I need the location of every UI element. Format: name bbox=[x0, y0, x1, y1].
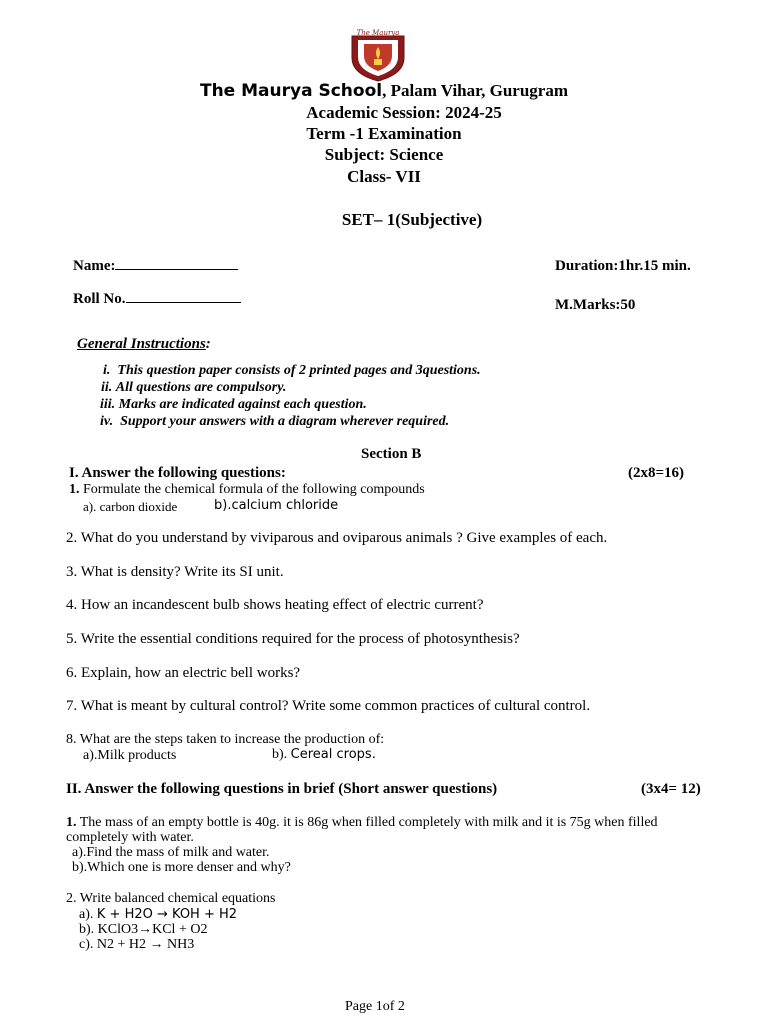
question-4: 4. How an incandescent bulb shows heating effect of electric current? bbox=[66, 597, 484, 613]
instruction-item: iii. Marks are indicated against each question. bbox=[100, 397, 367, 412]
short-question-2-option-b: b). KClO3→KCl + O2 bbox=[79, 922, 208, 937]
question-1-option-a: a). carbon dioxide bbox=[83, 499, 178, 514]
question-5: 5. Write the essential conditions required for the process of photosynthesis? bbox=[66, 631, 520, 647]
question-8-option-a: a).Milk products bbox=[83, 748, 177, 763]
name-label: Name: bbox=[73, 258, 116, 274]
logo-text-top: The Maurya bbox=[356, 29, 400, 37]
part1-heading: I. Answer the following questions: bbox=[69, 465, 286, 481]
short-question-1: 1. The mass of an empty bottle is 40g. it is 86g when filled completely with milk and it is 75g when filled bbox=[66, 815, 658, 830]
school-logo bbox=[344, 28, 412, 82]
duration: Duration:1hr.15 min. bbox=[555, 258, 691, 274]
short-question-2-option-c: c). N2 + H2 → NH3 bbox=[79, 937, 195, 952]
short-question-1-option-b: b).Which one is more denser and why? bbox=[72, 860, 291, 875]
short-question-2: 2. Write balanced chemical equations bbox=[66, 891, 276, 906]
question-8-option-b: b). Cereal crops. bbox=[272, 747, 376, 762]
instruction-item: i. This question paper consists of 2 printed pages and 3questions. bbox=[103, 363, 481, 378]
part2-heading: II. Answer the following questions in brief (Short answer questions) bbox=[66, 781, 498, 797]
part1-marks: (2x8=16) bbox=[628, 465, 685, 481]
instructions-heading: General Instructions: bbox=[77, 336, 211, 352]
short-question-2-option-a: a). K + H2O → KOH + H2 bbox=[79, 907, 238, 922]
school-title bbox=[0, 81, 768, 101]
school-location: , Palam Vihar, Gurugram bbox=[382, 81, 568, 100]
exam-title: Term -1 Examination bbox=[306, 124, 462, 143]
page-number: Page 1of 2 bbox=[345, 999, 405, 1014]
question-8: 8. What are the steps taken to increase the production of: bbox=[66, 732, 385, 747]
question-3: 3. What is density? Write its SI unit. bbox=[66, 564, 284, 580]
part2-marks: (3x4= 12) bbox=[641, 781, 701, 797]
section-title: Section B bbox=[361, 446, 422, 462]
question-2: 2. What do you understand by viviparous and oviparous animals ? Give examples of each. bbox=[66, 530, 608, 546]
set-title: SET– 1(Subjective) bbox=[341, 210, 483, 229]
short-question-1-line2: completely with water. bbox=[66, 830, 194, 845]
subject-title: Subject: Science bbox=[324, 145, 444, 164]
question-1-option-b: b).calcium chloride bbox=[214, 498, 339, 513]
question-1: 1. Formulate the chemical formula of the following compounds bbox=[69, 482, 425, 497]
max-marks: M.Marks:50 bbox=[555, 297, 636, 313]
name-field bbox=[73, 258, 238, 275]
instruction-item: ii. All questions are compulsory. bbox=[101, 380, 287, 395]
roll-field bbox=[73, 291, 241, 308]
name-blank[interactable] bbox=[115, 269, 238, 270]
roll-blank[interactable] bbox=[126, 302, 241, 303]
question-6: 6. Explain, how an electric bell works? bbox=[66, 665, 301, 681]
roll-label: Roll No. bbox=[73, 291, 126, 307]
instruction-item: iv. Support your answers with a diagram wherever required. bbox=[100, 414, 450, 429]
question-7: 7. What is meant by cultural control? Write some common practices of cultural control. bbox=[66, 698, 591, 714]
short-question-1-option-a: a).Find the mass of milk and water. bbox=[72, 845, 270, 860]
school-name: The Maurya School bbox=[199, 81, 383, 101]
class-title: Class- VII bbox=[347, 167, 421, 186]
academic-session: Academic Session: 2024-25 bbox=[306, 103, 502, 122]
